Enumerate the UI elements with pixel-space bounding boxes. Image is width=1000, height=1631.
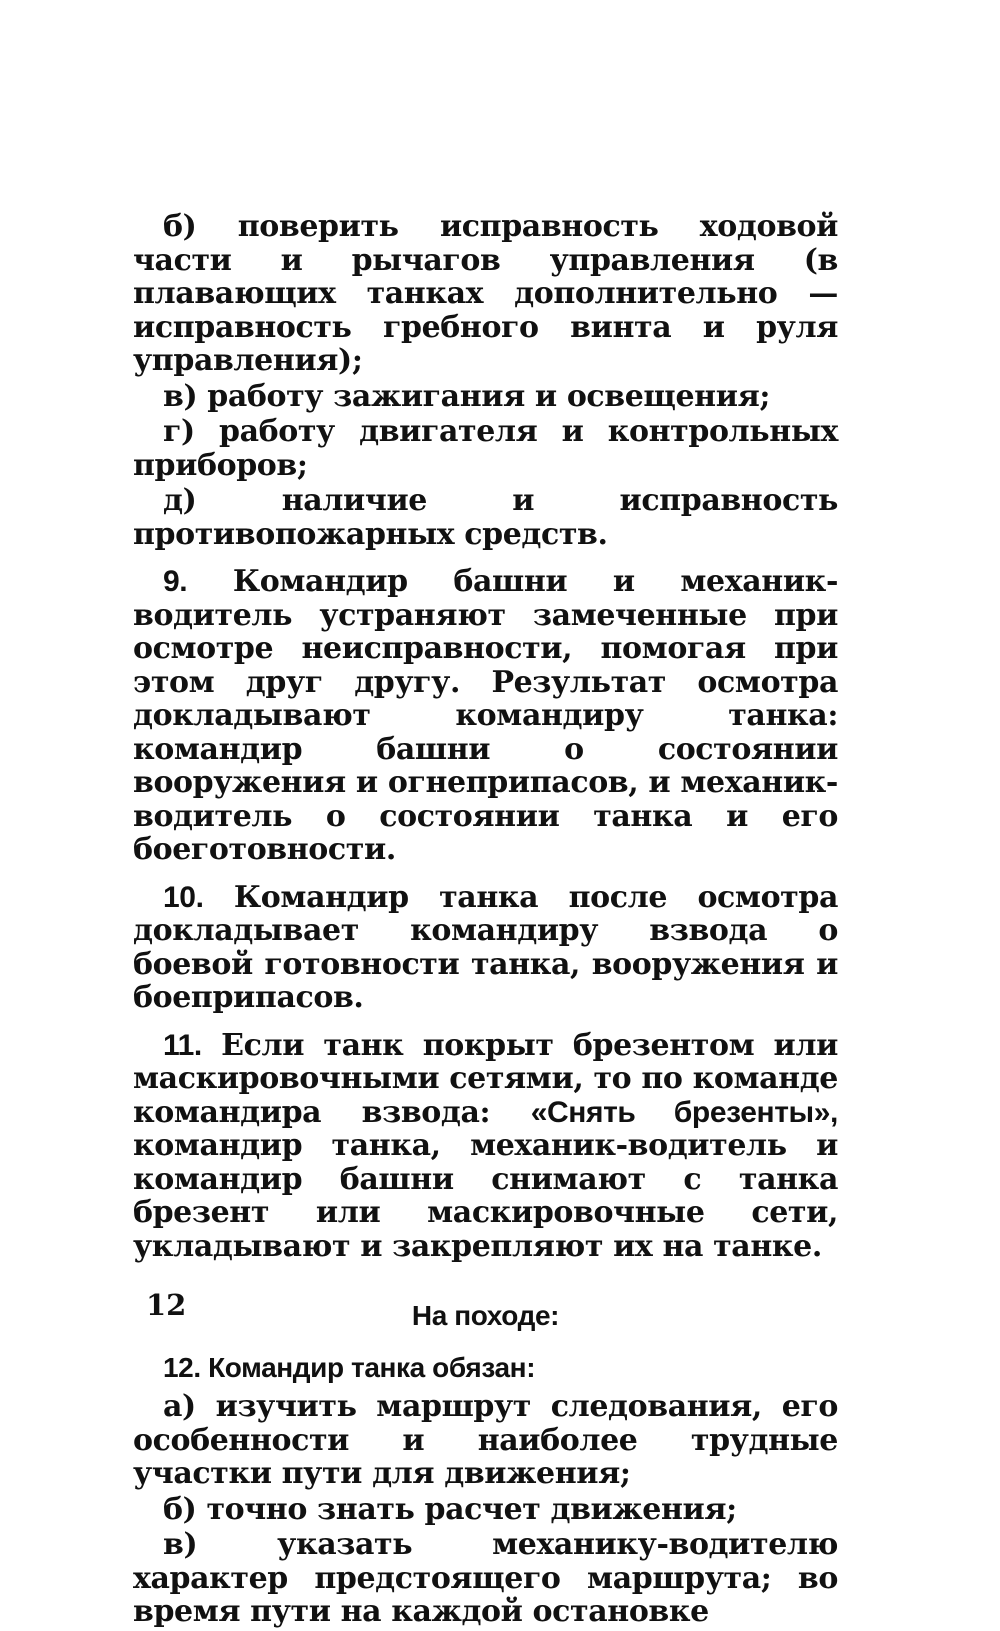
paragraph-9-number: 9. xyxy=(163,565,188,598)
paragraph-12-item-a: а) изучить маршрут следования, его особенности и наиболее трудные участки пути для движения; xyxy=(133,1389,838,1491)
paragraph-g-engine: г) работу двигателя и контрольных приборов; xyxy=(133,414,838,483)
page-text xyxy=(133,210,838,1631)
paragraph-11-command: «Снять брезенты», xyxy=(530,1095,838,1129)
paragraph-10-number: 10. xyxy=(163,880,204,914)
paragraph-10 xyxy=(133,881,838,1015)
paragraph-12-title: 12. Командир танка обязан: xyxy=(163,1351,536,1383)
paragraph-9-text: Командир башни и механик-водитель устраняют замеченные при осмотре неисправности, помогая при этом друг другу. Результат осмотра докладывают командиру танка: командир башни о состоянии вооружения и огнеприпасов, и механик-водитель о состоянии танка и его боеготовности. xyxy=(133,564,838,867)
paragraph-9 xyxy=(133,565,838,867)
paragraph-11-text-after: командир танка, механик-водитель и командир башни снимают с танка брезент или маскировочные сети, укладывают и закрепляют их на танке. xyxy=(133,1128,838,1264)
paragraph-11-text-before: Если танк покрыт брезентом или маскировочными сетями, то по команде командира взвода: xyxy=(133,1027,838,1130)
paragraph-b-check-running-gear: б) поверить исправность ходовой части и рычагов управления (в плавающих танках дополнительно — исправность гребного винта и руля управления); xyxy=(133,209,838,378)
paragraph-d-fire-equipment: д) наличие и исправность противопожарных средств. xyxy=(133,483,838,552)
paragraph-12-item-b: б) точно знать расчет движения; xyxy=(163,1491,737,1527)
paragraph-11 xyxy=(133,1029,838,1264)
paragraph-10-text: Командир танка после осмотра докладывает командиру взвода о боевой готовности танка, вооружения и боеприпасов. xyxy=(133,879,838,1015)
paragraph-12-item-v: в) указать механику-водителю характер предстоящего маршрута; во время пути на каждой остановке xyxy=(133,1527,838,1629)
page-number: 12 xyxy=(146,1288,187,1322)
section-heading: На походе: xyxy=(411,1300,560,1331)
paragraph-11-number: 11. xyxy=(163,1028,202,1062)
paragraph-v-ignition: в) работу зажигания и освещения; xyxy=(163,378,771,414)
